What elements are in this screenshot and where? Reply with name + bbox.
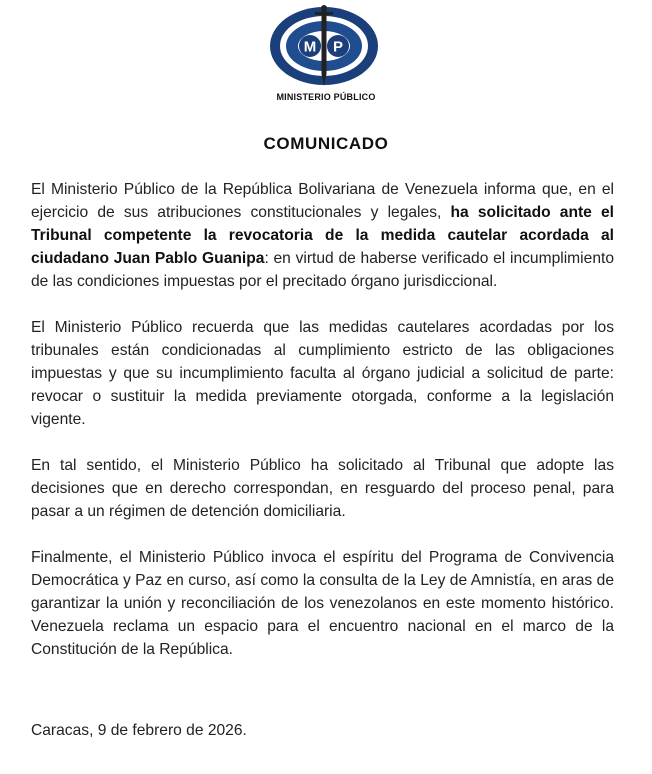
document-title: COMUNICADO: [263, 134, 389, 153]
paragraph-1-bold: ha solicitado ante el Tribunal competente la revocatoria de la medida cautelar acordada al ciudadano Juan Pablo Guanipa: [31, 204, 615, 267]
paragraph-2: El Ministerio Público recuerda que las medidas cautelares acordadas por los tribunales están condicionadas al cumplimiento estricto de las obligaciones impuestas y que su incumplimiento faculta al órgano judicial a solicitud de parte: revocar o sustituir la medida previamente otorgada, conforme a la legislación vigente.: [31, 319, 614, 428]
paragraph-1-part-2: : en virtud de haberse verificado el incumplimiento de las condiciones impuestas por el precitado órgano jurisdiccional.: [31, 250, 614, 290]
ministerio-publico-logo: [266, 4, 382, 104]
paragraph-4: Finalmente, el Ministerio Público invoca el espíritu del Programa de Convivencia Democrática y Paz en curso, así como la consulta de la Ley de Amnistía, en aras de garantizar la unión y reconciliación de los venezolanos en este momento histórico. Venezuela reclama un espacio para el encuentro nacional en el marco de la Constitución de la República.: [31, 549, 614, 658]
logo-emblem-icon: [266, 4, 382, 104]
document-body: [31, 178, 614, 684]
paragraph-1: [31, 178, 614, 293]
logo-letter-p: P: [332, 38, 344, 56]
logo-caption: MINISTERIO PÚBLICO: [276, 92, 376, 102]
document-date: Caracas, 9 de febrero de 2026.: [31, 722, 247, 739]
paragraph-3: En tal sentido, el Ministerio Público ha solicitado al Tribunal que adopte las decisiones que en derecho correspondan, en resguardo del proceso penal, para pasar a un régimen de detención domiciliaria.: [31, 457, 614, 520]
logo-letter-m: M: [303, 38, 317, 56]
paragraph-1-part-1: El Ministerio Público de la República Bolivariana de Venezuela informa que, en el ejercicio de sus atribuciones constitucionales y legales,: [31, 181, 614, 221]
